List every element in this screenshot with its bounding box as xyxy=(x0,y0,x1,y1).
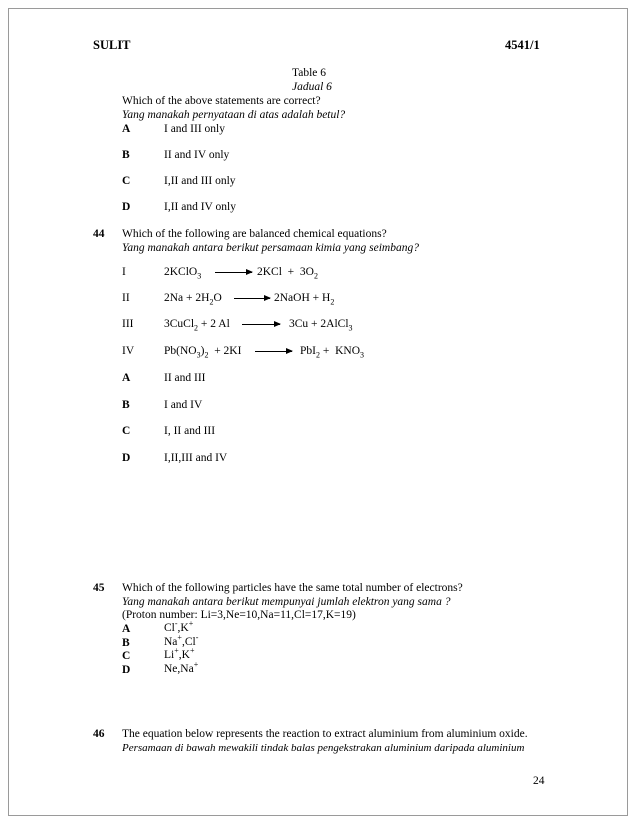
q44-option-letter: B xyxy=(122,399,130,411)
q43-option-letter: C xyxy=(122,175,131,187)
q46-stem-en: The equation below represents the reaction to extract aluminium from aluminium oxide. xyxy=(122,728,528,740)
q43-option-text: I and III only xyxy=(164,123,225,135)
page-number: 24 xyxy=(533,775,545,787)
q45-option-text: Cl-,K+ xyxy=(164,619,194,634)
equation-rhs: $2KCl + 3O_2$ xyxy=(257,266,318,281)
equation-roman: IV xyxy=(122,345,135,357)
equation-rhs: 3Cu + 2AlCl$_3$ xyxy=(289,318,353,333)
reaction-arrow-icon xyxy=(255,351,292,352)
table-caption-en: Table 6 xyxy=(292,67,327,79)
q45-option-text: Na+,Cl- xyxy=(164,633,199,648)
equation-rhs: $PbI_2 + KNO_3$ xyxy=(300,345,365,360)
equation-lhs: 3CuCl$_2$ + 2 Al xyxy=(164,318,230,333)
equation-roman: III xyxy=(122,318,134,330)
q44-option-letter: D xyxy=(122,452,131,464)
q45-option-letter: C xyxy=(122,650,131,662)
q43-stem-en: Which of the above statements are correct? xyxy=(122,95,321,107)
equation-lhs: $Pb(NO_3)_2 + 2KI$ xyxy=(164,345,242,360)
page-border xyxy=(8,8,628,816)
q43-option-text: I,II and IV only xyxy=(164,201,236,213)
q45-option-letter: D xyxy=(122,664,131,676)
q43-option-text: I,II and III only xyxy=(164,175,236,187)
q43-option-text: II and IV only xyxy=(164,149,230,161)
q43-option-letter: A xyxy=(122,123,131,135)
q44-stem-en: Which of the following are balanced chemical equations? xyxy=(122,228,387,240)
q45-stem-ms: Yang manakah antara berikut mempunyai jumlah elektron yang sama ? xyxy=(122,596,451,608)
header-paper-code: 4541/1 xyxy=(505,38,540,52)
q44-number: 44 xyxy=(93,228,105,240)
header-sulit: SULIT xyxy=(93,38,131,52)
q45-option-text: Li+,K+ xyxy=(164,646,195,661)
q44-option-letter: C xyxy=(122,425,131,437)
q44-option-letter: A xyxy=(122,372,131,384)
q45-option-letter: A xyxy=(122,623,131,635)
equation-roman: II xyxy=(122,292,130,304)
reaction-arrow-icon xyxy=(215,272,252,273)
q45-option-letter: B xyxy=(122,637,130,649)
q44-option-text: I,II,III and IV xyxy=(164,452,228,464)
reaction-arrow-icon xyxy=(234,298,270,299)
q44-option-text: I, II and III xyxy=(164,425,216,437)
equation-rhs: 2NaOH + $H_2$ xyxy=(274,292,335,307)
q43-stem-ms: Yang manakah pernyataan di atas adalah betul? xyxy=(122,109,346,121)
q44-stem-ms: Yang manakah antara berikut persamaan kimia yang seimbang? xyxy=(122,242,419,254)
q46-number: 46 xyxy=(93,728,105,740)
q46-stem-ms: Persamaan di bawah mewakili tindak balas pengekstrakan aluminium daripada aluminium xyxy=(122,742,525,754)
q45-proton-note: (Proton number: Li=3,Ne=10,Na=11,Cl=17,K=19) xyxy=(122,609,356,621)
q43-option-letter: B xyxy=(122,149,130,161)
q44-option-text: II and III xyxy=(164,372,206,384)
equation-roman: I xyxy=(122,266,126,278)
q44-option-text: I and IV xyxy=(164,399,203,411)
reaction-arrow-icon xyxy=(242,324,280,325)
q45-stem-en: Which of the following particles have the same total number of electrons? xyxy=(122,582,463,594)
q43-option-letter: D xyxy=(122,201,131,213)
equation-lhs: $2Na + 2H_2O$ xyxy=(164,292,222,307)
equation-lhs: 2KClO$_3$ xyxy=(164,266,202,281)
q45-number: 45 xyxy=(93,582,105,594)
table-caption-ms: Jadual 6 xyxy=(292,81,332,93)
q45-option-text: Ne,Na+ xyxy=(164,660,199,675)
